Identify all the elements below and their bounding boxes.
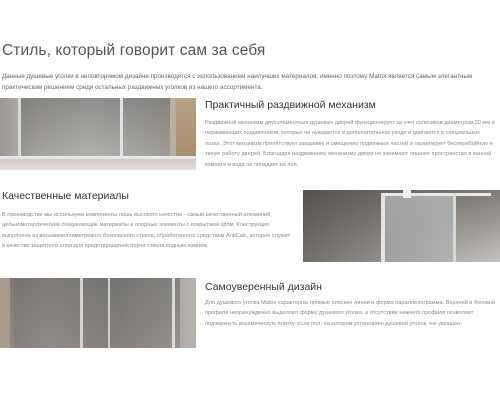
door-frame [80, 278, 83, 348]
design-photo [0, 278, 196, 348]
section-text-materials: В производстве мы используем компоненты лишь высокого качества - самый качественный алюминий, цельнометаллические соединяющие материалы и опорные элементы с покрытием хром. Конструкция выполнена из восьмимиллиметрового безопасного стекла, обработанного средством AntiCalc, которое служит в качестве защитного слоя для предотвращения порчи стекла водным камнем. [2, 212, 291, 250]
door-frame [18, 98, 21, 158]
glass-panel [10, 278, 180, 348]
floor [0, 159, 196, 170]
door-frame [108, 278, 110, 348]
shower-corner-photo [303, 190, 500, 262]
glass-panel [385, 196, 453, 262]
section-text-sliding-mechanism: Раздвижной механизм двухэлементных душевых дверей функционирует за счет колесиков диаметром 20 мм и нержавеющих подшипников, которые не нуждаются в дополнительном уходе и двигаются в специальных пазах. Этот механизм препятствует заеданию и смещению подвижных частей и гарантирует бесперебойную и тихую работу дверей. Благодаря раздвижному механизму двери не занимают лишнее пространство в ванной комнате и вода не попадает на пол. [205, 120, 495, 168]
section-title-design: Самоуверенный дизайн [205, 281, 322, 293]
corner-post [381, 193, 385, 262]
door-frame [120, 98, 123, 158]
side-post [453, 193, 456, 262]
section-title-sliding-mechanism: Практичный раздвижной механизм [205, 99, 376, 111]
corner-cap [403, 190, 411, 198]
section-text-design: Для душевого уголка Matrix характерны прямые плоские линии и форма параллелограмма. Верхний и боковой профили непринужденно выделяют форму душевого уголка, а отсутствие нижнего профиля позволяет подчеркнуть керамическую плитку, если пол, на котором установлен душевой уголок, ею украшен. [205, 300, 496, 327]
page-title: Стиль, который говорит сам за себя [2, 42, 266, 59]
glass-panel [20, 98, 170, 158]
top-profile [381, 193, 491, 196]
door-frame [172, 278, 175, 348]
sliding-mechanism-photo [0, 98, 196, 170]
section-title-materials: Качественные материалы [2, 190, 129, 202]
intro-text: Данные душевые уголки в неповторимом дизайне производятся с использованием наилучших материалов, именно поэтому Matrix является самым элегантным практическим решением среди остальных раздвижных уголков из нашего ассортимента. [2, 73, 473, 91]
